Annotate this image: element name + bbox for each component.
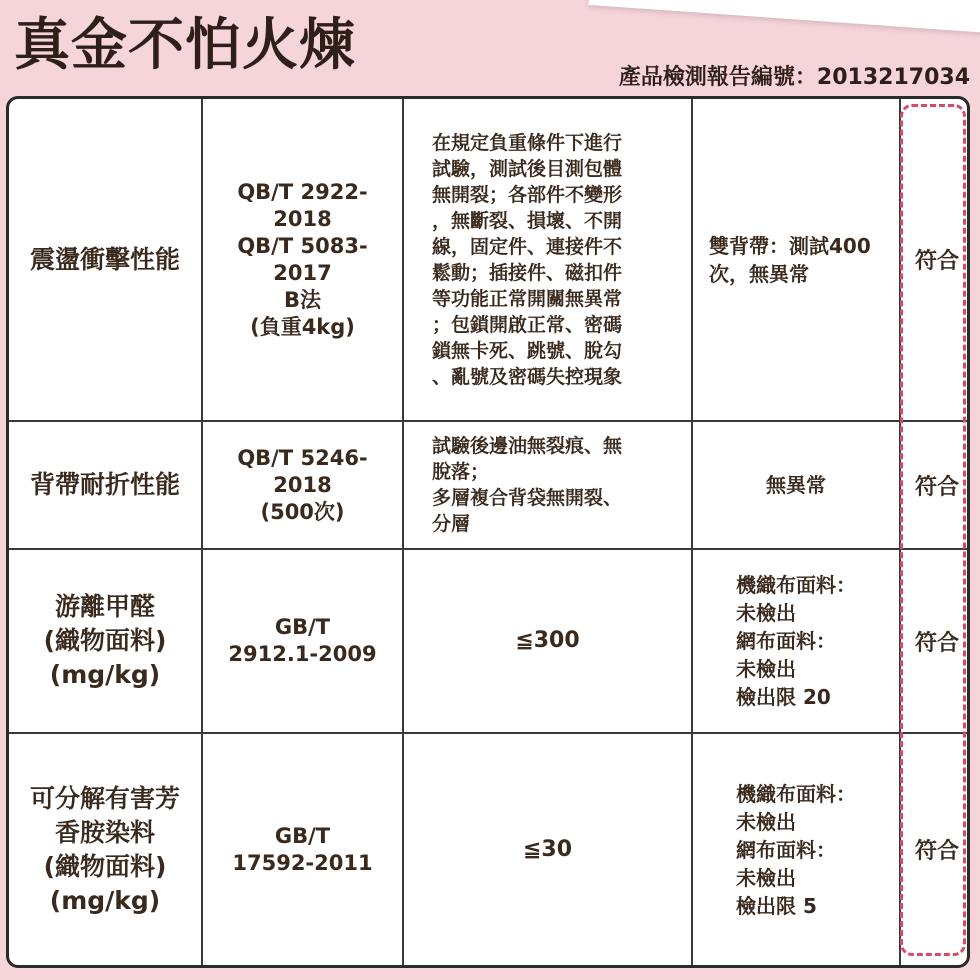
test-item-cell: 游離甲醛 (織物面料) (mg/kg)	[9, 549, 202, 733]
report-number-line	[619, 60, 970, 91]
verdict-cell: 符合	[900, 549, 970, 733]
standard-cell: GB/T 2912.1-2009	[202, 549, 403, 733]
test-item-cell: 背帶耐折性能	[9, 421, 202, 549]
table-row	[9, 99, 970, 421]
result-cell: 雙背帶：測試400 次，無異常	[692, 99, 900, 421]
page-title: 真金不怕火煉	[14, 13, 356, 78]
standard-cell: QB/T 2922-2018 QB/T 5083-2017 B法 (負重4kg)	[202, 99, 403, 421]
result-cell: 無異常	[692, 421, 900, 549]
table-row	[9, 421, 970, 549]
table-row	[9, 549, 970, 733]
result-cell: 機織布面料： 未檢出 網布面料： 未檢出 檢出限 5	[692, 733, 900, 965]
verdict-cell: 符合	[900, 99, 970, 421]
requirement-cell: 試驗後邊油無裂痕、無 脫落； 多層複合背袋無開裂、 分層	[403, 421, 692, 549]
report-number-value: 2013217034	[816, 65, 970, 90]
test-item-cell: 可分解有害芳 香胺染料 (織物面料) (mg/kg)	[9, 733, 202, 965]
test-results-table	[6, 96, 970, 968]
paper-sheet-decoration	[588, 0, 980, 35]
test-item-cell: 震盪衝擊性能	[9, 99, 202, 421]
result-cell: 機織布面料： 未檢出 網布面料： 未檢出 檢出限 20	[692, 549, 900, 733]
table-row	[9, 733, 970, 965]
standard-cell: QB/T 5246-2018 (500次)	[202, 421, 403, 549]
verdict-cell: 符合	[900, 421, 970, 549]
requirement-cell: 在規定負重條件下進行 試驗，測試後目測包體 無開裂；各部件不變形 ，無斷裂、損壞、不開 線，固定件、連接件不 鬆動；插接件、磁扣件 等功能正常開關無異常 ；包鎖開啟正常、密碼 鎖無卡死、跳號、脫勾 、亂號及密碼失控現象	[403, 99, 692, 421]
requirement-cell: ≦30	[403, 733, 692, 965]
standard-cell: GB/T 17592-2011	[202, 733, 403, 965]
verdict-cell: 符合	[900, 733, 970, 965]
requirement-cell: ≦300	[403, 549, 692, 733]
report-number-label: 產品檢測報告編號：	[618, 65, 817, 90]
